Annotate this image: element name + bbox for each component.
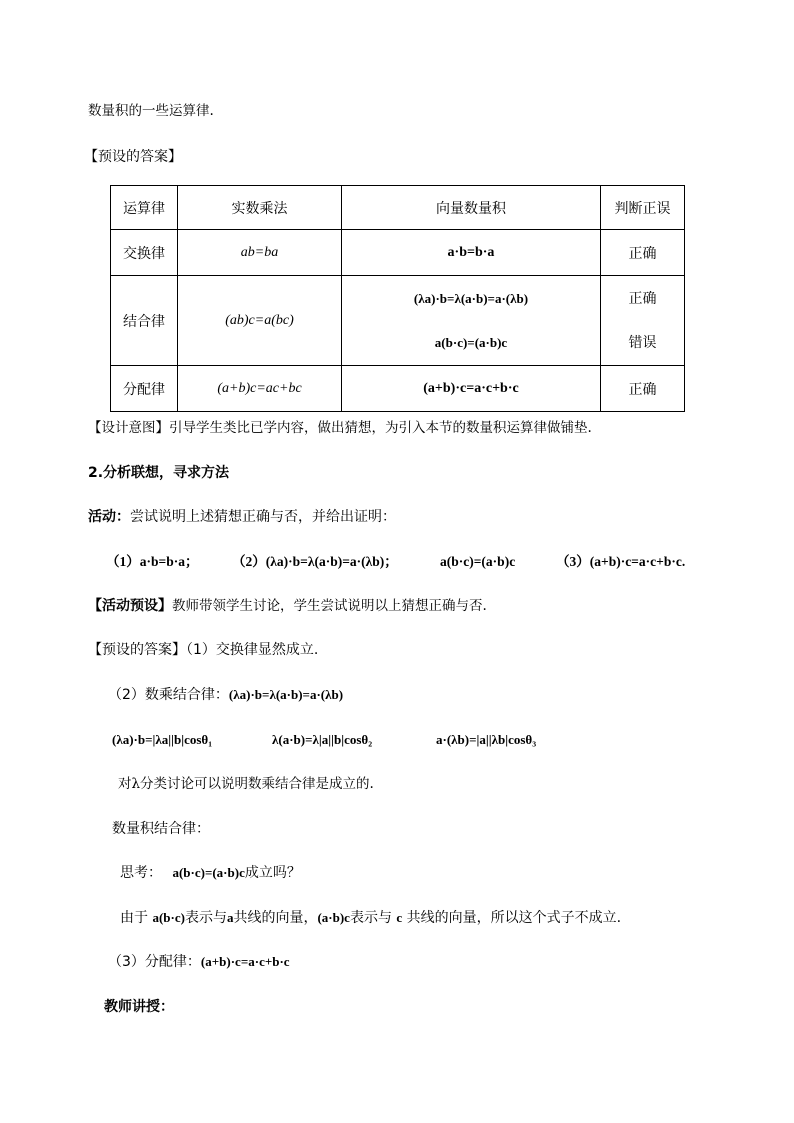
preset-answer-heading: 【预设的答案】 (84, 149, 182, 165)
header-vector-dot-product: 向量数量积 (342, 186, 601, 230)
table-row (111, 276, 685, 366)
reason-vector: c (396, 910, 403, 925)
judgement-cell: 正确 (601, 366, 685, 412)
judgement-line: 正确 (628, 290, 657, 307)
teacher-lecture-heading: 教师讲授： (104, 999, 174, 1015)
judgement-line: 错误 (628, 334, 657, 351)
reason-text: 由于 (120, 910, 148, 926)
real-formula-cell: (a+b)c=ac+bc (178, 366, 342, 412)
header-law: 运算律 (111, 186, 178, 230)
reason-text: 共线的向量，所以这个式子不成立. (406, 910, 622, 926)
think-label: 思考： (120, 865, 162, 881)
table-header-row (111, 186, 685, 230)
think-formula: a(b·c)=(a·b)c (172, 865, 245, 880)
vector-formula-cell: (a+b)·c=a·c+b·c (342, 366, 601, 412)
distributive-label: （3）分配律： (108, 954, 201, 970)
claim-1: （1）a·b=b·a； (106, 554, 199, 569)
think-line (120, 864, 301, 882)
activity-line (88, 508, 396, 526)
expansion-3: a·(λb)=|a||λb|cosθ₃ (436, 732, 537, 747)
claim-2b: a(b·c)=(a·b)c (440, 554, 516, 569)
scalar-assoc-formula: (λa)·b=λ(a·b)=a·(λb) (228, 687, 344, 702)
intro-line: 数量积的一些运算律. (88, 103, 214, 119)
expansion-2: λ(a·b)=λ|a||b|cosθ₂ (272, 732, 373, 747)
real-formula-cell: ab=ba (178, 230, 342, 276)
header-judgement: 判断正误 (601, 186, 685, 230)
judgement-cell: 正确 (601, 230, 685, 276)
reason-line (120, 909, 621, 927)
design-intent: 【设计意图】引导学生类比已学内容，做出猜想，为引入本节的数量积运算律做铺垫. (88, 420, 592, 436)
distributive-line (108, 953, 290, 971)
reason-vector: a (226, 910, 234, 925)
reason-text: 表示与 (349, 910, 392, 926)
table-row (111, 366, 685, 412)
section-2-title: 2.分析联想，寻求方法 (88, 465, 230, 481)
table-row (111, 230, 685, 276)
vector-formula-cell (342, 276, 601, 366)
activity-preset-text: 教师带领学生讨论，学生尝试说明以上猜想正确与否. (172, 598, 487, 614)
law-cell: 结合律 (111, 276, 178, 366)
scalar-assoc-label: （2）数乘结合律： (108, 687, 229, 703)
operation-laws-table (110, 185, 685, 412)
law-cell: 交换律 (111, 230, 178, 276)
vector-formula-cell: a·b=b·a (342, 230, 601, 276)
real-formula-cell: (ab)c=a(bc) (178, 276, 342, 366)
activity-text: 尝试说明上述猜想正确与否，并给出证明： (130, 509, 396, 525)
judgement-cell (601, 276, 685, 366)
reason-text: 表示与 (184, 910, 227, 926)
vector-formula-line: (λa)·b=λ(a·b)=a·(λb) (413, 290, 529, 306)
distributive-formula: (a+b)·c=a·c+b·c (200, 954, 290, 969)
activity-label: 活动： (88, 509, 130, 525)
lambda-note: 对λ分类讨论可以说明数乘结合律是成立的. (118, 776, 374, 792)
scalar-assoc-line (108, 686, 343, 704)
claim-3: （3）(a+b)·c=a·c+b·c. (556, 554, 686, 569)
think-suffix: 成立吗？ (244, 865, 301, 881)
claim-2: （2）(λa)·b=λ(a·b)=a·(λb)； (232, 554, 398, 569)
answer-text: （1）交换律显然成立. (186, 642, 319, 658)
activity-preset-line (88, 597, 487, 615)
activity-preset-label: 【活动预设】 (88, 598, 172, 614)
header-real-multiplication: 实数乘法 (178, 186, 342, 230)
reason-formula: (a·b)c (317, 910, 350, 925)
reason-formula: a(b·c) (152, 910, 185, 925)
answer-label: 【预设的答案】 (88, 642, 186, 658)
answer-line (88, 641, 318, 659)
reason-text: 共线的向量， (233, 910, 318, 926)
expansion-1: (λa)·b=|λa||b|cosθ₁ (112, 732, 213, 747)
dot-assoc-label: 数量积结合律： (112, 821, 210, 837)
law-cell: 分配律 (111, 366, 178, 412)
vector-formula-line: a(b·c)=(a·b)c (434, 334, 508, 350)
